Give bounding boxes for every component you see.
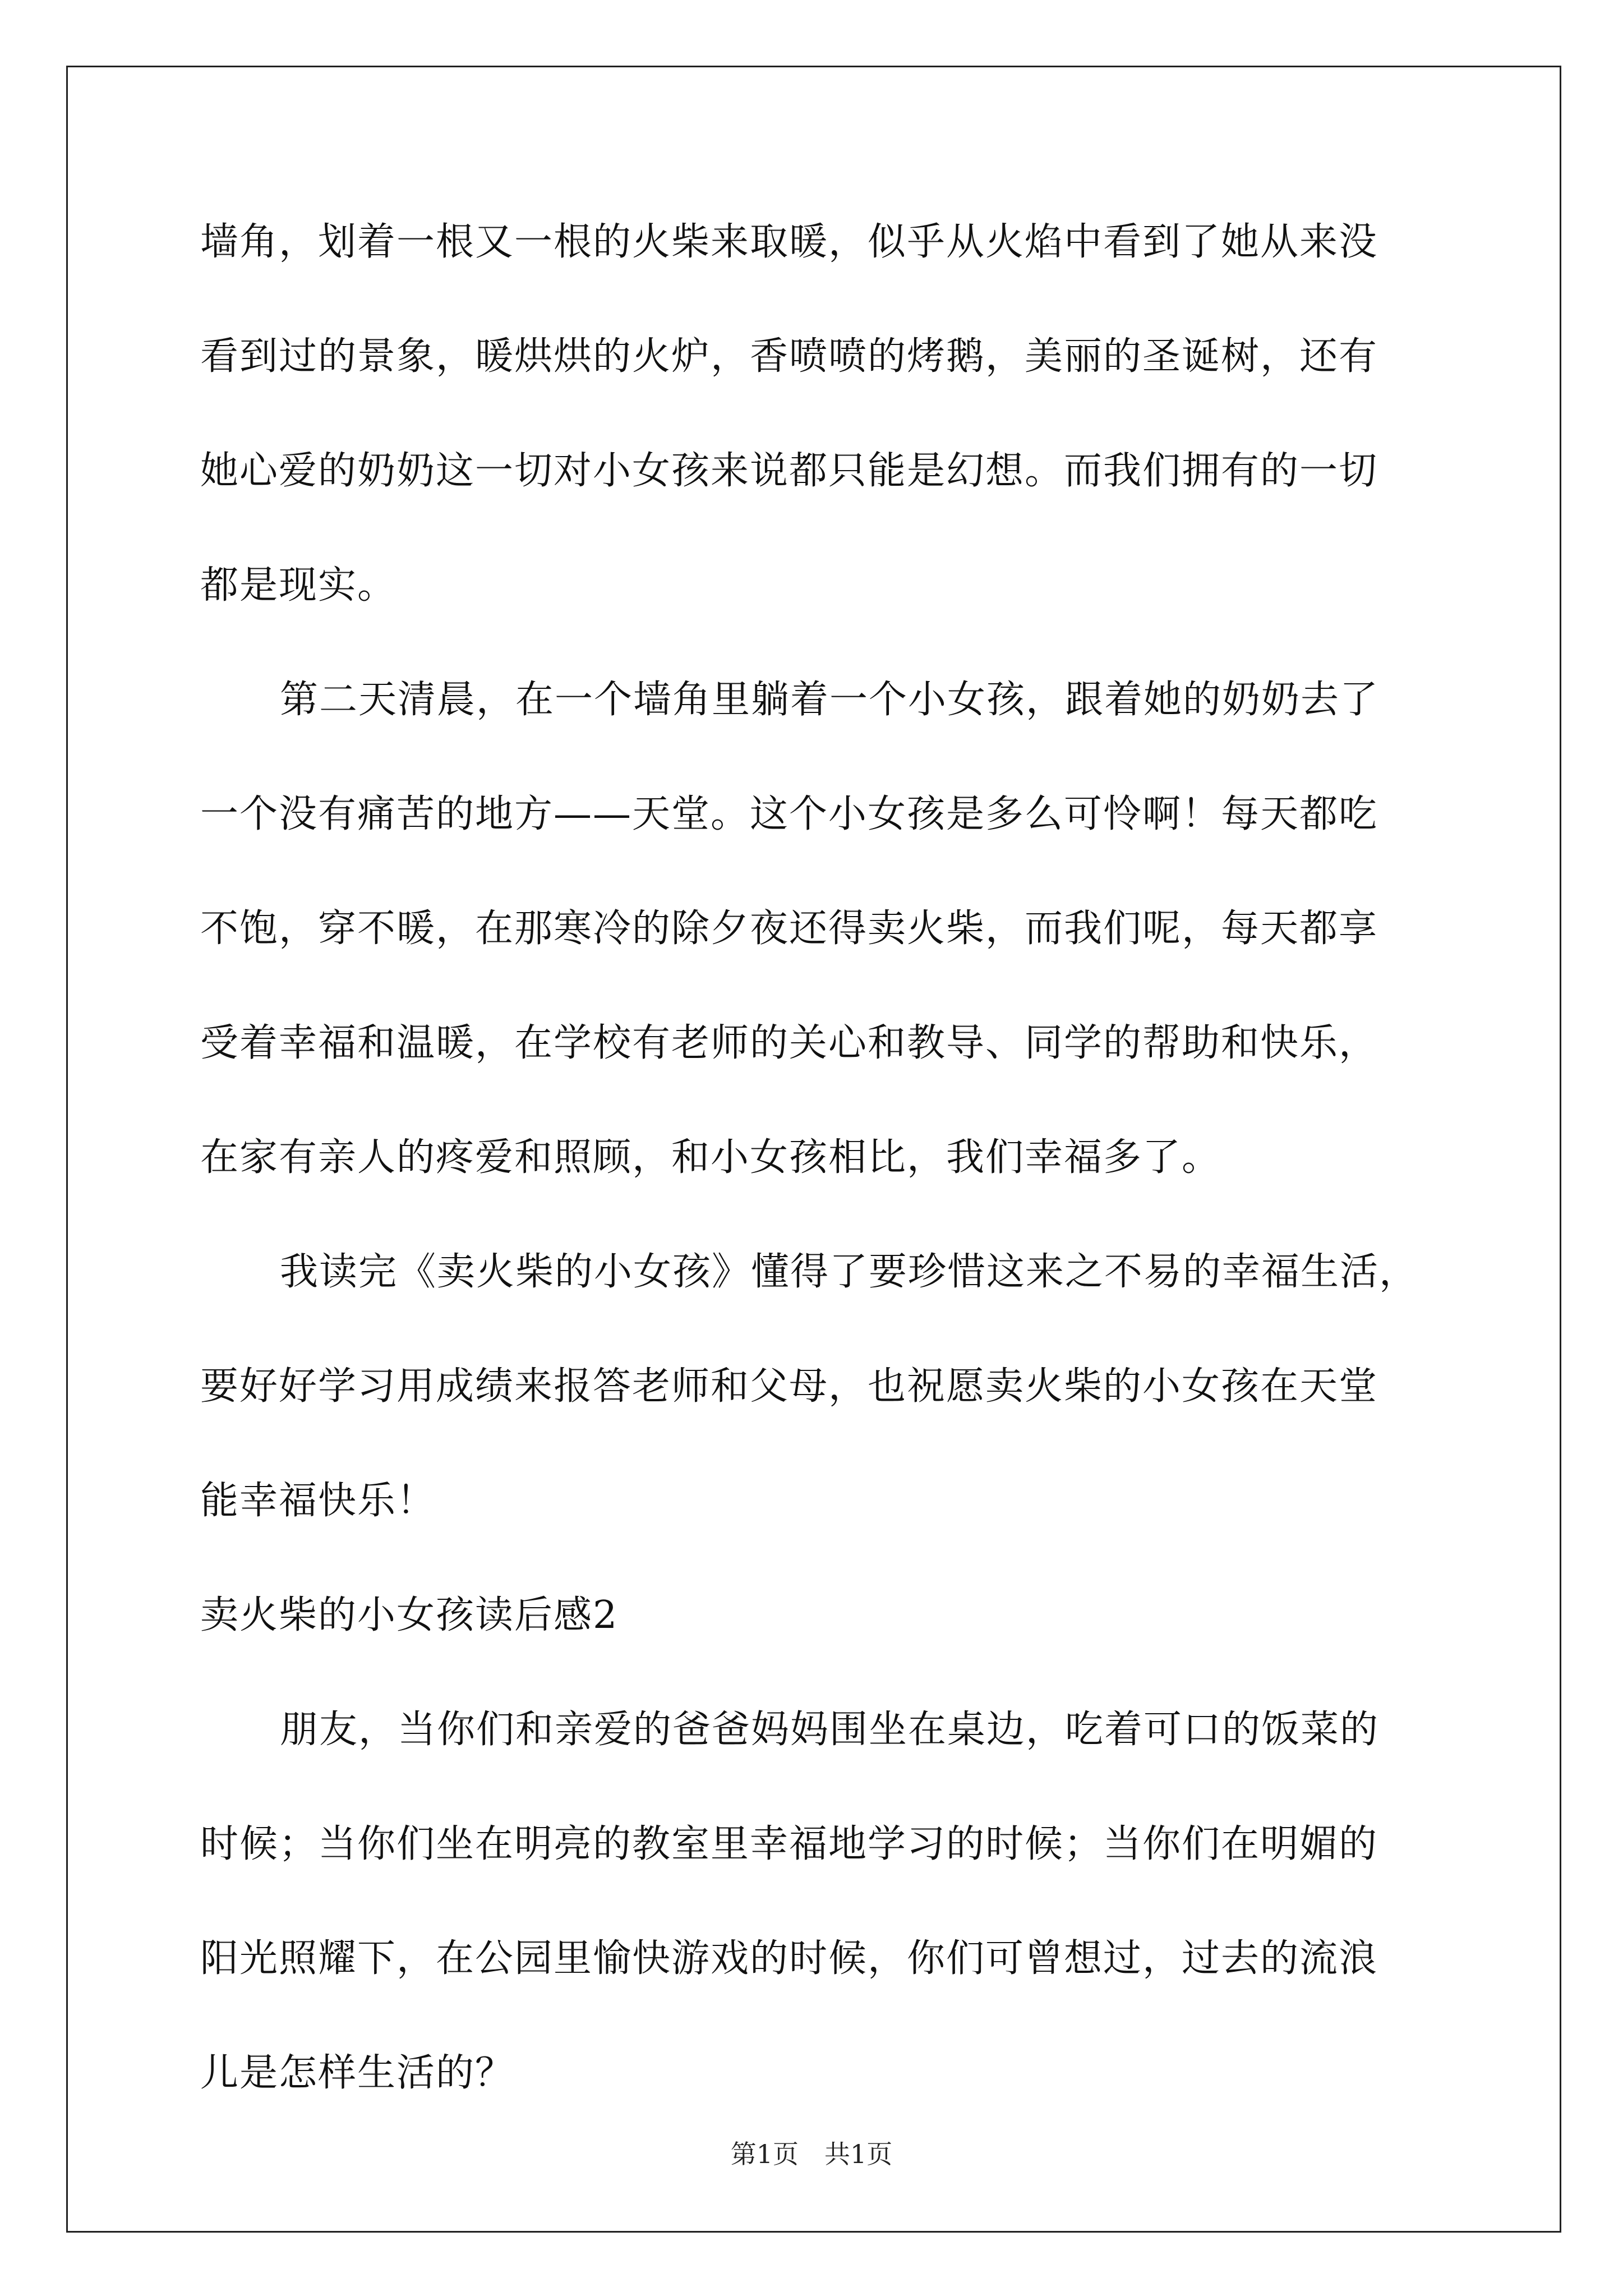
text-line: 都是现实。 [200, 563, 397, 608]
text-line: 一个没有痛苦的地方——天堂。这个小女孩是多么可怜啊！每天都吃 [200, 792, 1378, 836]
text-line: 时候；当你们坐在明亮的教室里幸福地学习的时候；当你们在明媚的 [200, 1822, 1378, 1866]
text-line: 在家有亲人的疼爱和照顾，和小女孩相比，我们幸福多了。 [200, 1135, 1221, 1180]
section-heading: 卖火柴的小女孩读后感2 [200, 1593, 619, 1637]
text-line: 能幸福快乐！ [200, 1479, 436, 1523]
text-line: 阳光照耀下，在公园里愉快游戏的时候，你们可曾想过，过去的流浪 [200, 1936, 1378, 1981]
text-line: 看到过的景象，暖烘烘的火炉，香喷喷的烤鹅，美丽的圣诞树，还有 [200, 334, 1378, 379]
text-line: 儿是怎样生活的？ [200, 2051, 515, 2095]
text-line: 我读完《卖火柴的小女孩》懂得了要珍惜这来之不易的幸福生活， [280, 1250, 1419, 1294]
text-line: 不饱，穿不暖，在那寒冷的除夕夜还得卖火柴，而我们呢，每天都享 [200, 907, 1378, 951]
text-line: 受着幸福和温暖，在学校有老师的关心和教导、同学的帮助和快乐， [200, 1021, 1378, 1065]
text-line: 要好好学习用成绩来报答老师和父母，也祝愿卖火柴的小女孩在天堂 [200, 1364, 1378, 1409]
text-line: 墙角，划着一根又一根的火柴来取暖，似乎从火焰中看到了她从来没 [200, 220, 1378, 264]
page-number: 第1页 共1页 [730, 2139, 893, 2169]
text-line: 她心爱的奶奶这一切对小女孩来说都只能是幻想。而我们拥有的一切 [200, 449, 1378, 493]
text-line: 朋友，当你们和亲爱的爸爸妈妈围坐在桌边，吃着可口的饭菜的 [280, 1708, 1380, 1752]
text-line: 第二天清晨，在一个墙角里躺着一个小女孩，跟着她的奶奶去了 [280, 678, 1380, 722]
